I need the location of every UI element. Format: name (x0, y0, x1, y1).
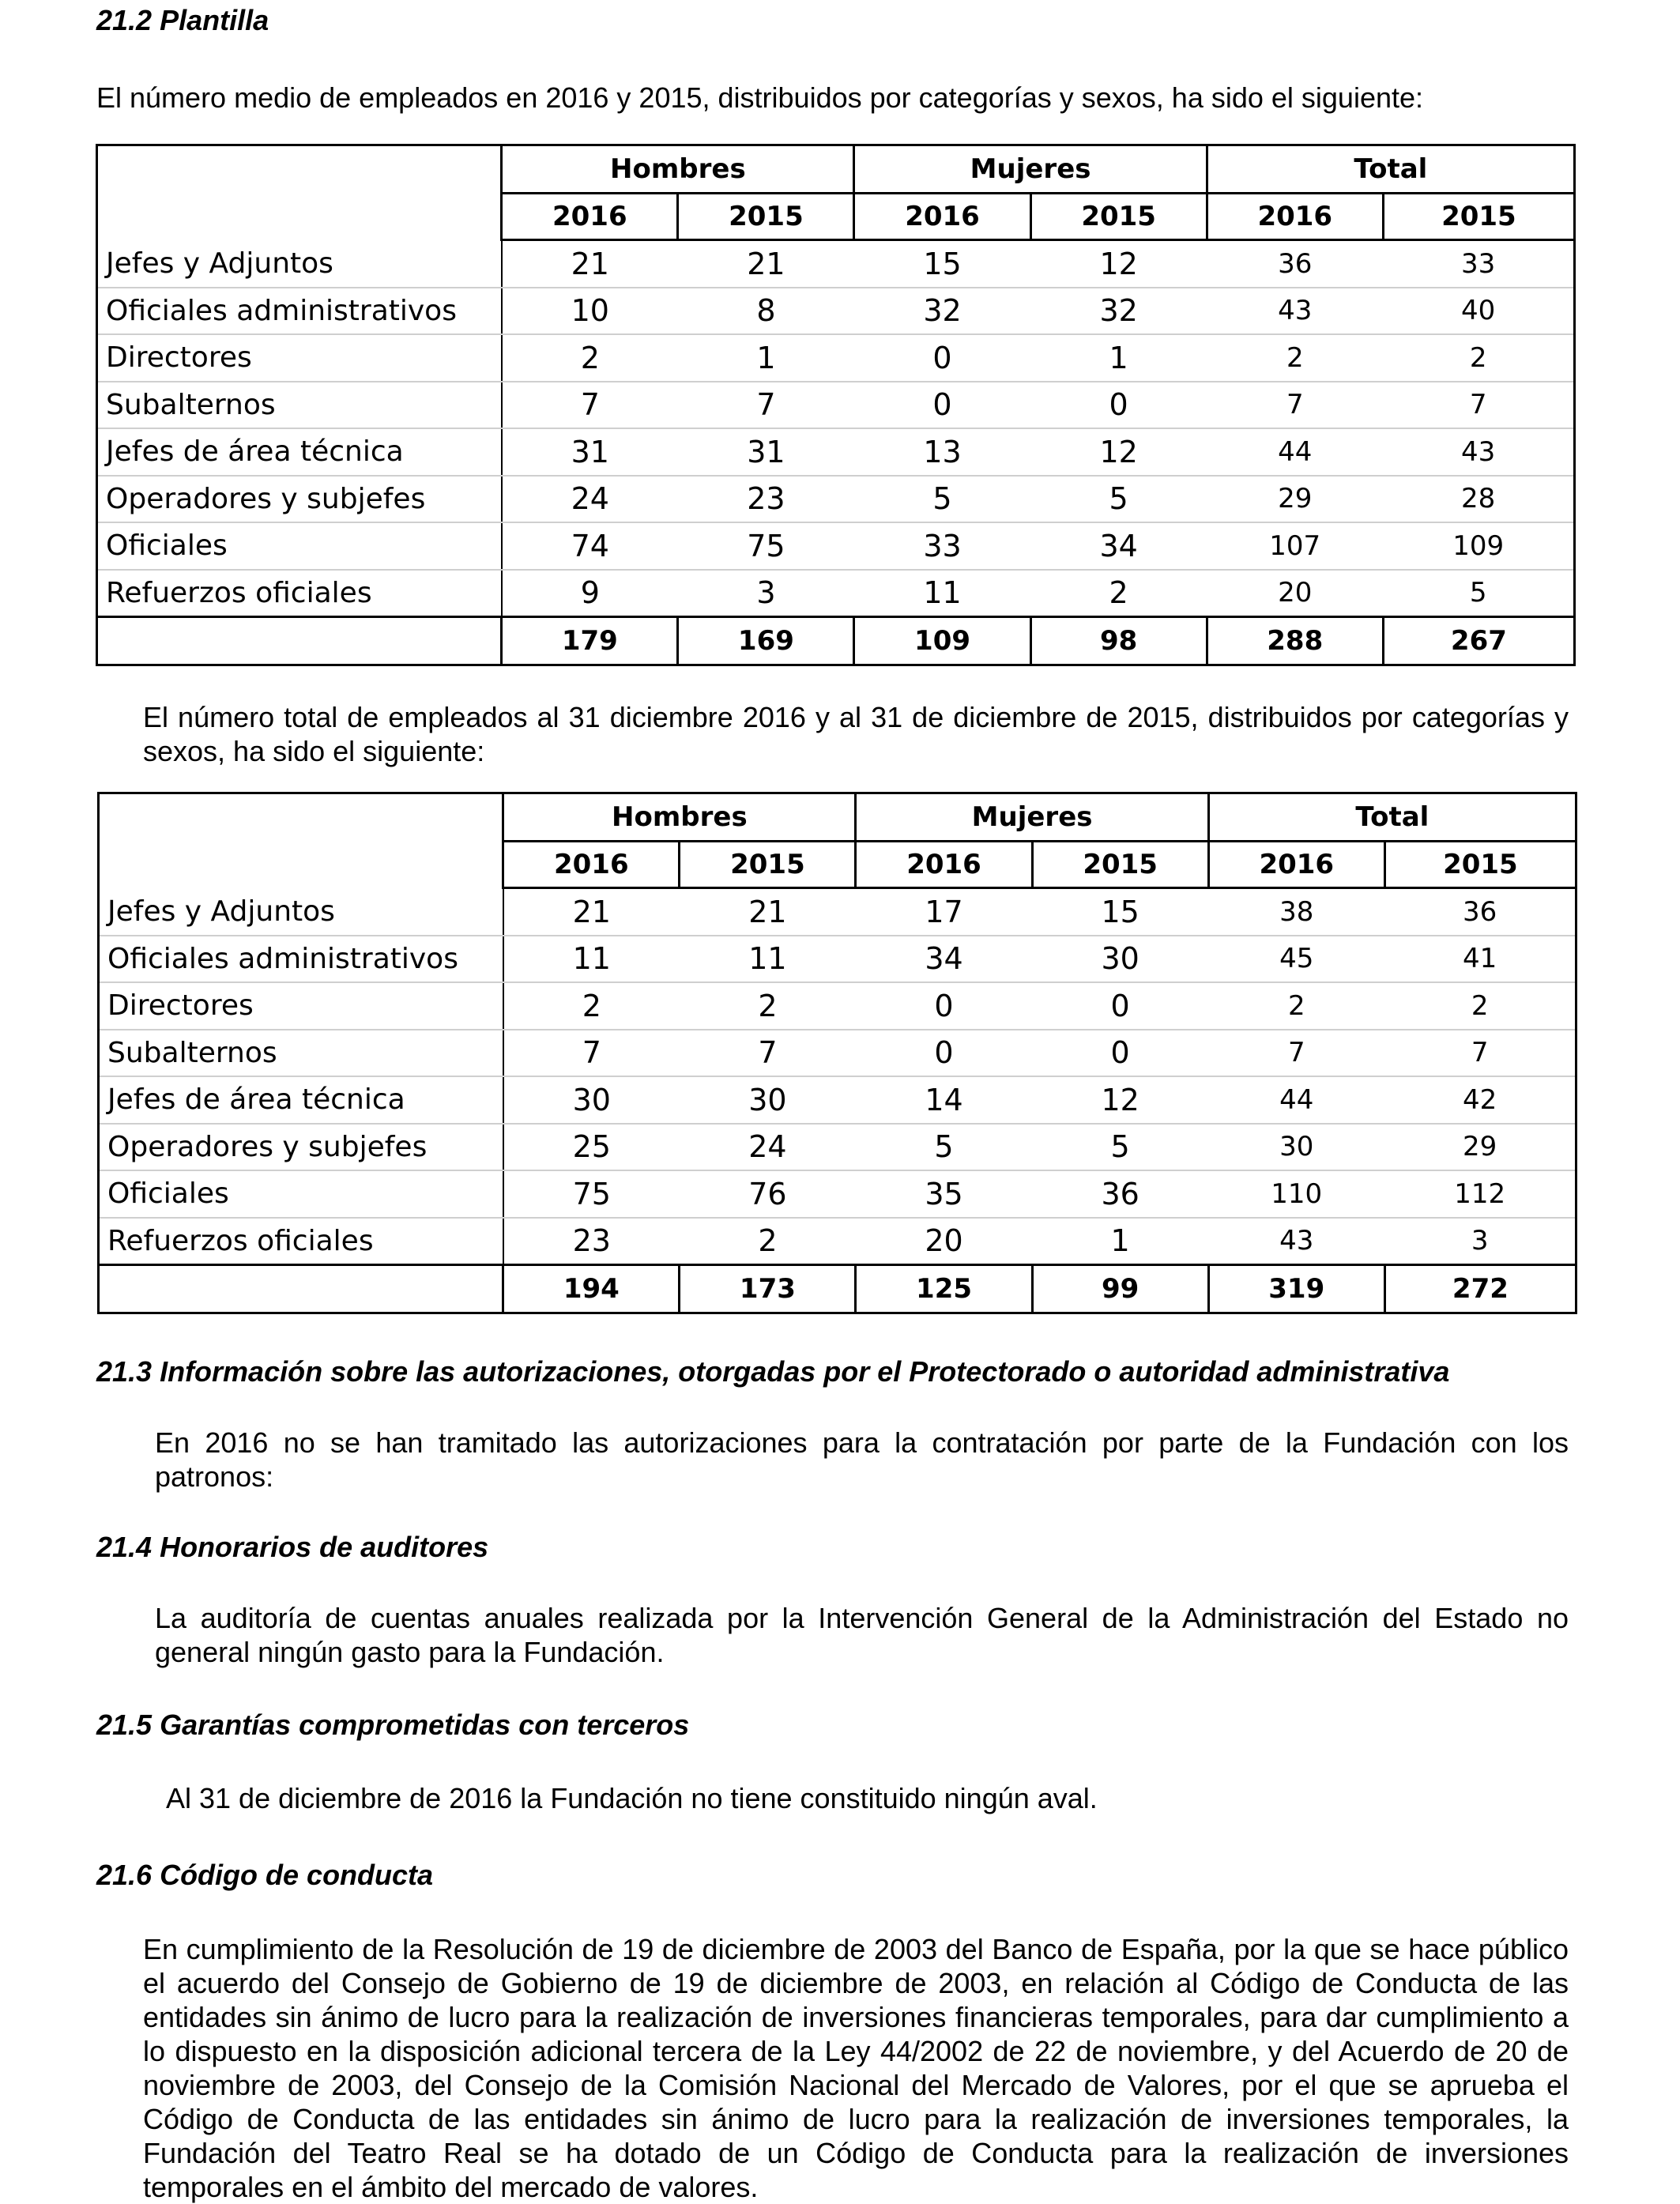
row-label: Oficiales (99, 1170, 503, 1218)
table-cell: 24 (502, 476, 678, 523)
table-cell: 23 (503, 1218, 680, 1265)
section-intro-21-2: El número medio de empleados en 2016 y 2015, distribuidos por categorías y sexos, ha sido el siguiente: (96, 81, 1424, 114)
total-cell: 125 (856, 1265, 1032, 1313)
section-heading-21-3: 21.3 Información sobre las autorizaciones, otorgadas por el Protectorado o autoridad administrativa (96, 1355, 1450, 1388)
table-cell: 7 (503, 1030, 680, 1077)
section-body-21-3: En 2016 no se han tramitado las autorizaciones para la contratación por parte de la Fundación con los patronos: (155, 1426, 1569, 1493)
table-row (99, 1170, 1576, 1218)
table-cell: 31 (502, 428, 678, 476)
table-cell: 35 (856, 1170, 1032, 1218)
table-cell: 43 (1279, 1225, 1314, 1257)
table-cell: 43 (1383, 428, 1574, 476)
section-heading-21-6: 21.6 Código de conducta (96, 1859, 434, 1891)
totals-label-cell (97, 617, 502, 665)
group-header-mujeres: Mujeres (854, 145, 1207, 194)
table-row (97, 240, 1575, 288)
table-cell: 5 (1032, 1124, 1208, 1171)
total-cell: 194 (503, 1265, 680, 1313)
table-cell: 2 (1207, 334, 1383, 382)
table-cell: 7 (502, 382, 678, 429)
table-row (99, 936, 1576, 983)
table-cell: 5 (856, 1124, 1032, 1171)
table-cell: 32 (1030, 288, 1207, 335)
row-label: Oficiales (97, 522, 502, 570)
year-header: 2015 (1383, 194, 1574, 240)
total-cell: 272 (1384, 1265, 1576, 1313)
table-cell: 1 (1110, 1223, 1130, 1259)
table-cell: 76 (680, 1170, 856, 1218)
table-cell: 5 (1030, 476, 1207, 523)
group-header-mujeres: Mujeres (856, 793, 1208, 842)
table-row (99, 1030, 1576, 1077)
total-employees-table (97, 792, 1577, 1314)
year-header: 2016 (502, 194, 678, 240)
table-cell: 11 (680, 936, 856, 983)
total-cell: 169 (678, 617, 854, 665)
table-cell: 0 (1032, 1030, 1208, 1077)
table-cell: 2 (1208, 982, 1384, 1030)
table-cell: 0 (1032, 982, 1208, 1030)
table-cell: 8 (678, 288, 854, 335)
table-cell: 74 (502, 522, 678, 570)
row-label: Oficiales administrativos (97, 288, 502, 335)
table-cell: 42 (1384, 1076, 1576, 1124)
table-cell: 11 (923, 575, 962, 611)
table-cell: 29 (1384, 1124, 1576, 1171)
header-blank-cell (99, 793, 503, 888)
table-cell: 29 (1207, 476, 1383, 523)
table-cell: 2 (1384, 982, 1576, 1030)
table-cell: 13 (854, 428, 1030, 476)
table-cell: 2 (1383, 334, 1574, 382)
table-cell: 7 (1207, 382, 1383, 429)
group-header-total: Total (1207, 145, 1574, 194)
table-cell: 40 (1383, 288, 1574, 335)
table-row (99, 1218, 1576, 1265)
row-label: Jefes y Adjuntos (99, 888, 503, 936)
total-cell: 267 (1383, 617, 1574, 665)
table-cell: 7 (678, 382, 854, 429)
year-header: 2015 (1384, 842, 1576, 888)
year-header: 2016 (856, 842, 1032, 888)
table-cell: 21 (678, 240, 854, 288)
section-heading-21-5: 21.5 Garantías comprometidas con terceros (96, 1709, 690, 1741)
section-body-21-6: En cumplimiento de la Resolución de 19 de diciembre de 2003 del Banco de España, por la que se hace público el acuerdo del Consejo de Gobierno de 19 de diciembre de 2003, en relación al Código de Conducta de las entidades sin ánimo de lucro para la realización de inversiones financieras temporales, para dar cumplimiento a lo dispuesto en la disposición adicional tercera de la Ley 44/2002 de 22 de noviembre, y del Acuerdo de 20 de noviembre de 2003, del Consejo de la Comisión Nacional del Mercado de Valores, por el que se aprueba el Código de Conducta de las entidades sin ánimo de lucro para la realización de inversiones temporales, la Fundación del Teatro Real se ha dotado de un Código de Conducta para la realización de inversiones temporales en el ámbito del mercado de valores. (143, 1933, 1569, 2203)
table-cell: 31 (678, 428, 854, 476)
row-label: Jefes de área técnica (99, 1076, 503, 1124)
table-cell: 30 (680, 1076, 856, 1124)
section-body-21-5: Al 31 de diciembre de 2016 la Fundación no tiene constituido ningún aval. (166, 1782, 1098, 1814)
table-cell: 23 (678, 476, 854, 523)
header-blank-cell (97, 145, 502, 240)
table-cell: 15 (1032, 888, 1208, 936)
row-label: Operadores y subjefes (97, 476, 502, 523)
row-label: Oficiales administrativos (99, 936, 503, 983)
table-row (97, 334, 1575, 382)
section-body-21-4: La auditoría de cuentas anuales realizada por la Intervención General de la Administración del Estado no general ningún gasto para la Fundación. (155, 1602, 1569, 1668)
table-cell: 12 (1032, 1076, 1208, 1124)
table-cell: 112 (1384, 1170, 1576, 1218)
table-cell: 0 (856, 982, 1032, 1030)
total-cell: 173 (680, 1265, 856, 1313)
row-label: Subalternos (99, 1030, 503, 1077)
table-cell: 1 (1030, 334, 1207, 382)
table-cell: 5 (854, 476, 1030, 523)
table-cell: 75 (678, 522, 854, 570)
table-cell: 107 (1207, 522, 1383, 570)
table-cell: 32 (854, 288, 1030, 335)
table-row (97, 522, 1575, 570)
year-header: 2015 (680, 842, 856, 888)
table-cell: 9 (502, 570, 678, 617)
table-row (97, 570, 1575, 617)
table-cell: 2 (680, 982, 856, 1030)
table-cell: 20 (925, 1223, 963, 1259)
table-cell: 34 (1030, 522, 1207, 570)
table-cell: 2 (503, 982, 680, 1030)
table-cell: 7 (1208, 1030, 1384, 1077)
table-cell: 3 (1384, 1218, 1576, 1265)
table-cell: 2 (502, 334, 678, 382)
table-cell: 0 (856, 1030, 1032, 1077)
table-cell: 0 (854, 334, 1030, 382)
total-cell: 288 (1207, 617, 1383, 665)
average-employees-table (96, 144, 1576, 666)
table-cell: 75 (503, 1170, 680, 1218)
year-header: 2016 (854, 194, 1030, 240)
table-cell: 25 (503, 1124, 680, 1171)
table-cell: 38 (1208, 888, 1384, 936)
table-cell: 30 (1208, 1124, 1384, 1171)
row-label: Jefes de área técnica (97, 428, 502, 476)
table-cell: 33 (854, 522, 1030, 570)
group-header-total: Total (1208, 793, 1576, 842)
year-header: 2016 (1208, 842, 1384, 888)
group-header-hombres: Hombres (503, 793, 856, 842)
table-cell: 5 (1383, 570, 1574, 617)
table-cell: 109 (1383, 522, 1574, 570)
table-cell: 33 (1383, 240, 1574, 288)
table-row (97, 476, 1575, 523)
total-cell: 179 (502, 617, 678, 665)
table-cell: 30 (1032, 936, 1208, 983)
table-cell: 36 (1384, 888, 1576, 936)
table-cell: 14 (856, 1076, 1032, 1124)
table-row (99, 1076, 1576, 1124)
table-cell: 24 (680, 1124, 856, 1171)
table-cell: 20 (1278, 577, 1313, 609)
table-cell: 45 (1208, 936, 1384, 983)
table-cell: 10 (502, 288, 678, 335)
table-cell: 21 (502, 240, 678, 288)
row-label: Directores (97, 334, 502, 382)
totals-label-cell (99, 1265, 503, 1313)
table-cell: 44 (1207, 428, 1383, 476)
year-header: 2015 (678, 194, 854, 240)
year-header: 2016 (503, 842, 680, 888)
table2-intro: El número total de empleados al 31 diciembre 2016 y al 31 de diciembre de 2015, distribuidos por categorías y sexos, ha sido el siguiente: (143, 701, 1569, 767)
table-cell: 1 (678, 334, 854, 382)
table-cell: 2 (758, 1223, 778, 1259)
row-label: Operadores y subjefes (99, 1124, 503, 1171)
total-cell: 109 (854, 617, 1030, 665)
table-cell: 21 (503, 888, 680, 936)
group-header-hombres: Hombres (502, 145, 854, 194)
total-cell: 98 (1030, 617, 1207, 665)
table-row (97, 382, 1575, 429)
table-cell: 2 (1109, 575, 1128, 611)
row-label: Subalternos (97, 382, 502, 429)
table-cell: 12 (1030, 240, 1207, 288)
table-cell: 17 (856, 888, 1032, 936)
table-cell: 0 (854, 382, 1030, 429)
table-cell: 21 (680, 888, 856, 936)
table-cell: 41 (1384, 936, 1576, 983)
row-label: Refuerzos oficiales (97, 570, 502, 617)
table-cell: 44 (1208, 1076, 1384, 1124)
table-cell: 12 (1030, 428, 1207, 476)
table-cell: 36 (1207, 240, 1383, 288)
total-cell: 99 (1032, 1265, 1208, 1313)
row-label: Refuerzos oficiales (99, 1218, 503, 1265)
table-cell: 34 (856, 936, 1032, 983)
table-cell: 0 (1030, 382, 1207, 429)
table-cell: 43 (1207, 288, 1383, 335)
table-cell: 36 (1032, 1170, 1208, 1218)
table-row (99, 982, 1576, 1030)
year-header: 2016 (1207, 194, 1383, 240)
section-heading-21-2: 21.2 Plantilla (96, 4, 269, 36)
row-label: Jefes y Adjuntos (97, 240, 502, 288)
table-cell: 7 (1384, 1030, 1576, 1077)
section-heading-21-4: 21.4 Honorarios de auditores (96, 1531, 489, 1563)
table-row (99, 1124, 1576, 1171)
year-header: 2015 (1030, 194, 1207, 240)
table-cell: 7 (1383, 382, 1574, 429)
table-row (97, 428, 1575, 476)
total-cell: 319 (1208, 1265, 1384, 1313)
table-row (97, 288, 1575, 335)
year-header: 2015 (1032, 842, 1208, 888)
table-cell: 110 (1208, 1170, 1384, 1218)
table-cell: 30 (503, 1076, 680, 1124)
table-row (99, 888, 1576, 936)
table-cell: 28 (1383, 476, 1574, 523)
table-cell: 15 (854, 240, 1030, 288)
table-cell: 7 (680, 1030, 856, 1077)
table-cell: 11 (503, 936, 680, 983)
row-label: Directores (99, 982, 503, 1030)
table-cell: 3 (756, 575, 776, 611)
